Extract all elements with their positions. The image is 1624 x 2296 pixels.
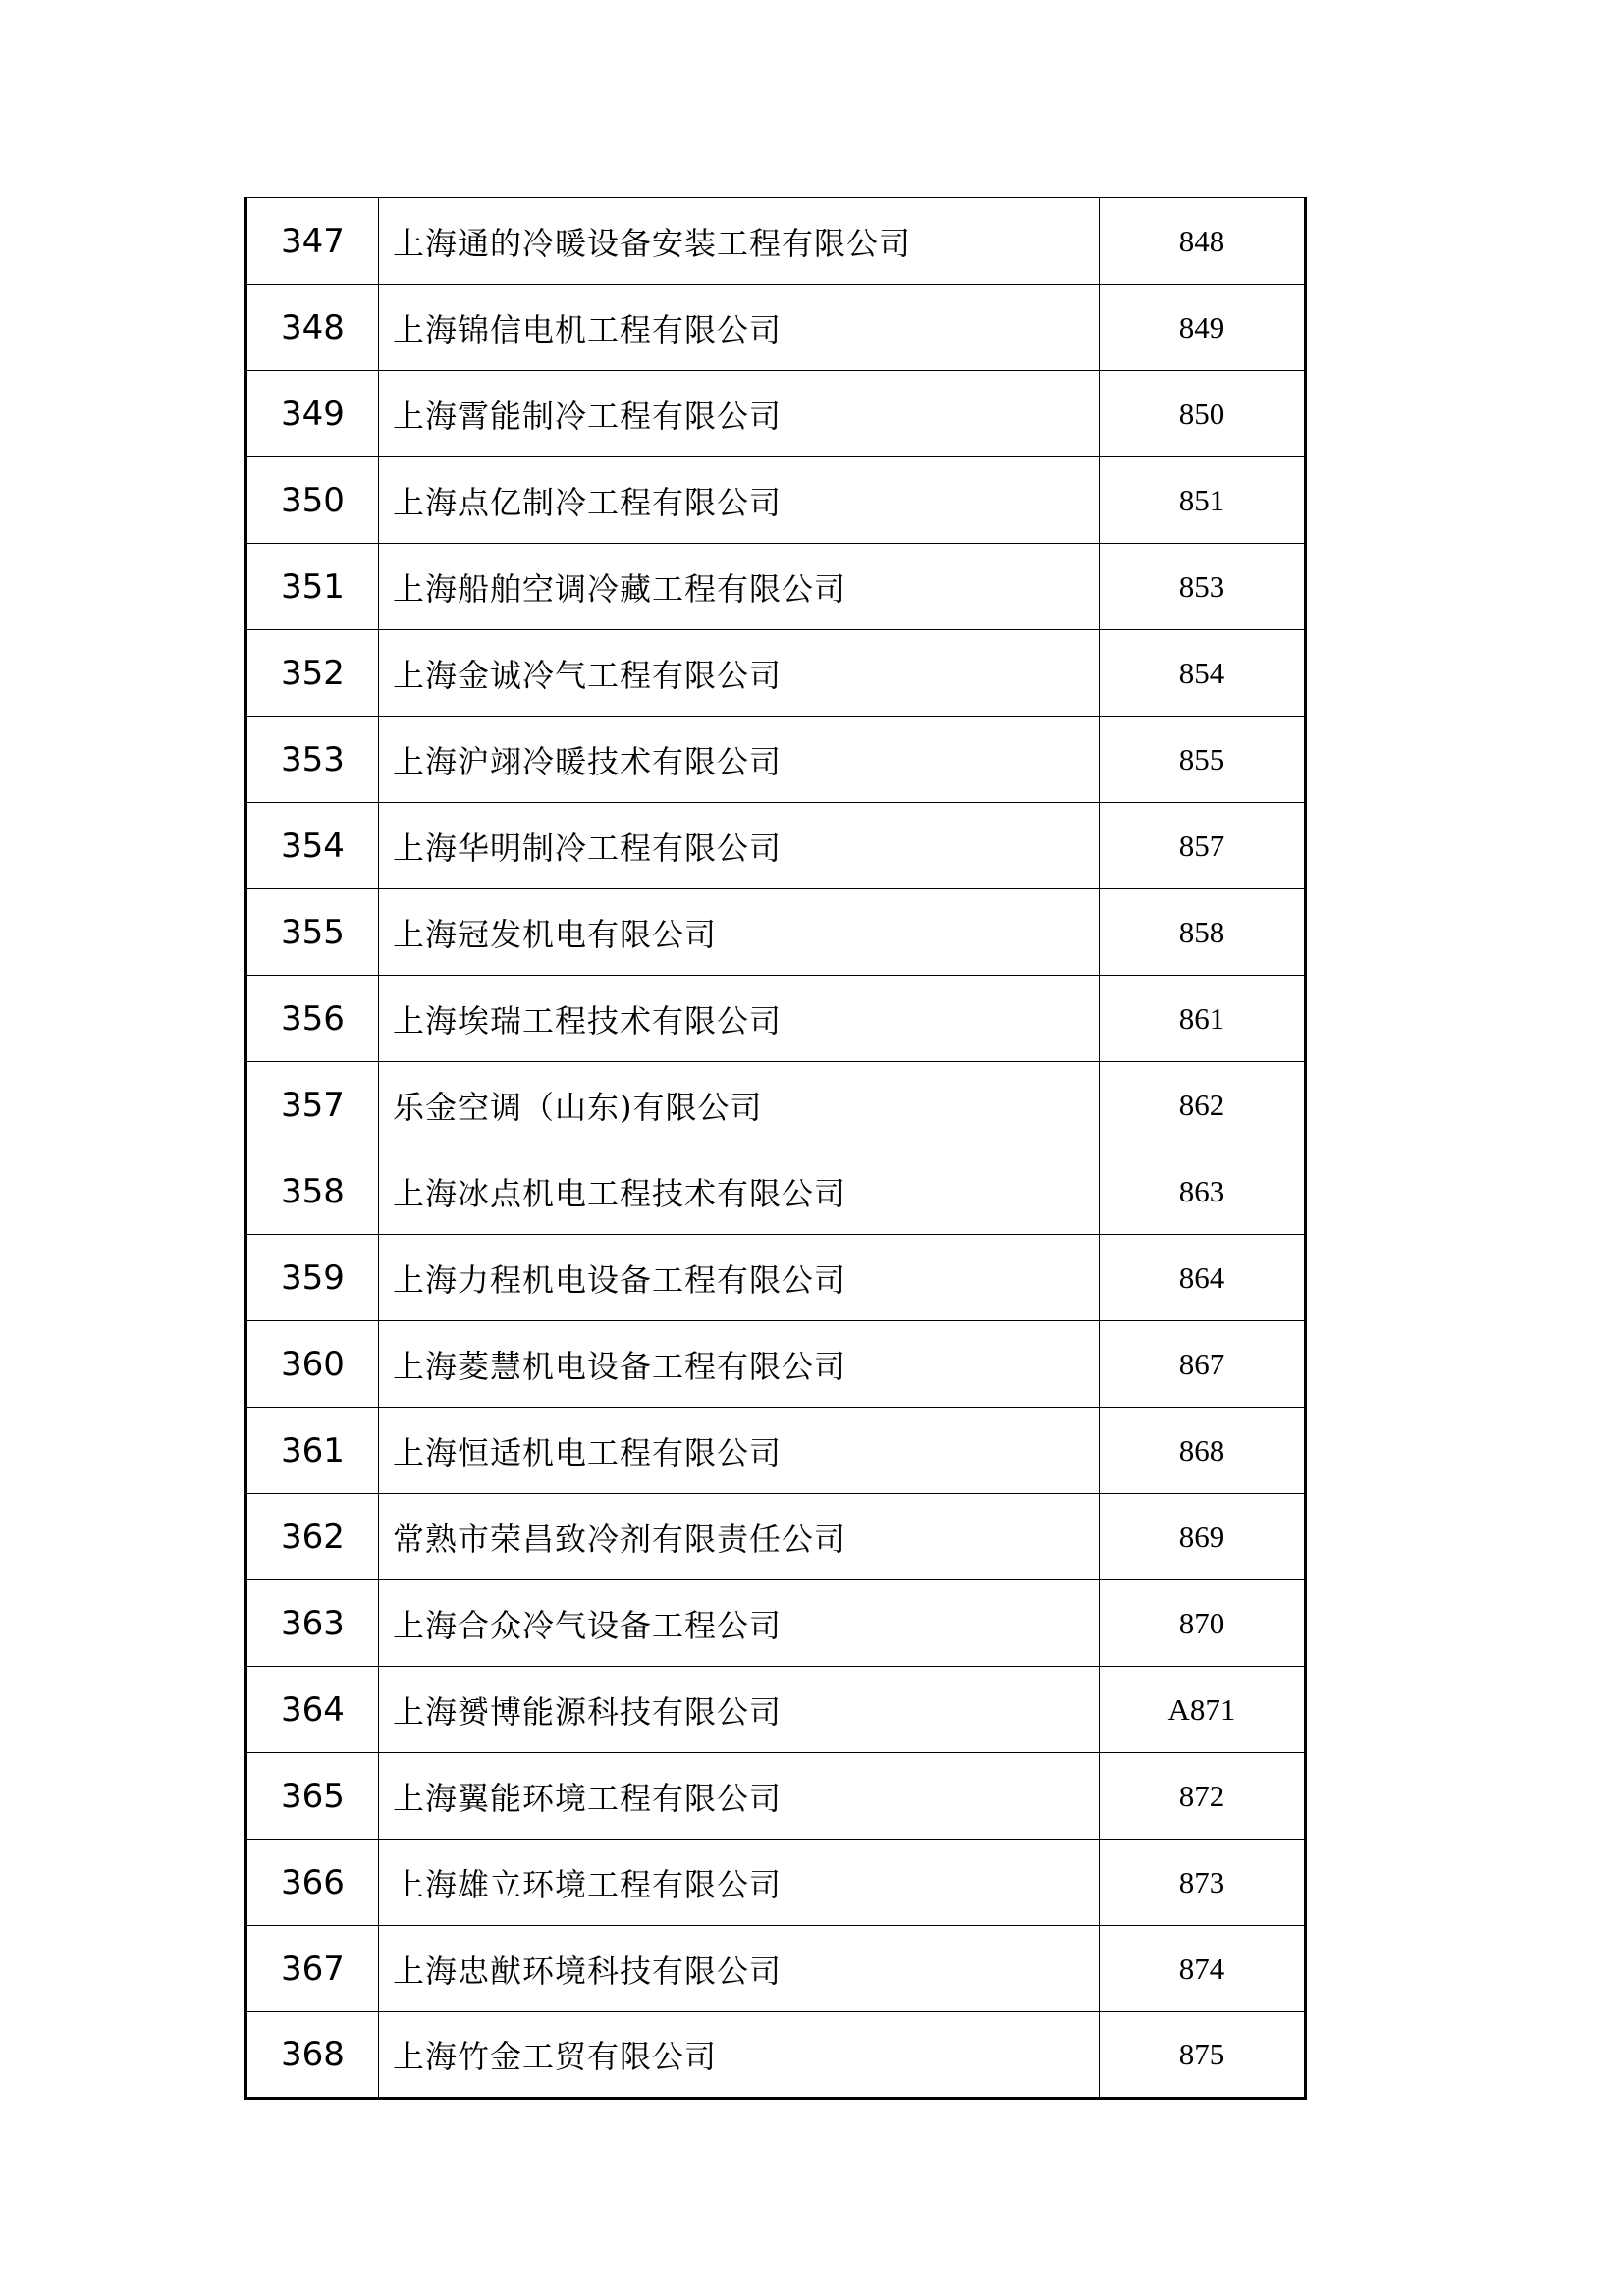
row-number-cell: 360 — [246, 1321, 379, 1408]
row-number-cell: 347 — [246, 198, 379, 285]
table-row — [246, 1753, 1306, 1840]
table-row — [246, 1926, 1306, 2012]
company-name-cell: 上海霄能制冷工程有限公司 — [379, 371, 1100, 457]
company-name-cell: 上海菱慧机电设备工程有限公司 — [379, 1321, 1100, 1408]
row-number-cell: 366 — [246, 1840, 379, 1926]
company-name-cell: 上海赟博能源科技有限公司 — [379, 1667, 1100, 1753]
member-code-cell: 870 — [1100, 1580, 1306, 1667]
member-code-cell: 858 — [1100, 889, 1306, 976]
row-number-cell: 359 — [246, 1235, 379, 1321]
table-row — [246, 457, 1306, 544]
company-name-cell: 上海雄立环境工程有限公司 — [379, 1840, 1100, 1926]
member-code-cell: 868 — [1100, 1408, 1306, 1494]
table-row — [246, 1840, 1306, 1926]
company-name-cell: 上海恒适机电工程有限公司 — [379, 1408, 1100, 1494]
table-row — [246, 1321, 1306, 1408]
company-name-cell: 上海沪翊冷暖技术有限公司 — [379, 717, 1100, 803]
company-name-cell: 上海冠发机电有限公司 — [379, 889, 1100, 976]
company-name-cell: 上海通的冷暖设备安装工程有限公司 — [379, 198, 1100, 285]
member-code-cell: 869 — [1100, 1494, 1306, 1580]
row-number-cell: 352 — [246, 630, 379, 717]
row-number-cell: 349 — [246, 371, 379, 457]
row-number-cell: 367 — [246, 1926, 379, 2012]
table-row — [246, 285, 1306, 371]
row-number-cell: 363 — [246, 1580, 379, 1667]
member-code-cell: 855 — [1100, 717, 1306, 803]
company-name-cell: 上海锦信电机工程有限公司 — [379, 285, 1100, 371]
row-number-cell: 358 — [246, 1148, 379, 1235]
table-row — [246, 803, 1306, 889]
company-name-cell: 上海竹金工贸有限公司 — [379, 2012, 1100, 2099]
company-name-cell: 上海忠猷环境科技有限公司 — [379, 1926, 1100, 2012]
member-code-cell: 853 — [1100, 544, 1306, 630]
table-row — [246, 889, 1306, 976]
row-number-cell: 351 — [246, 544, 379, 630]
company-name-cell: 上海船舶空调冷藏工程有限公司 — [379, 544, 1100, 630]
table-row — [246, 1148, 1306, 1235]
company-name-cell: 上海合众冷气设备工程公司 — [379, 1580, 1100, 1667]
company-name-cell: 常熟市荣昌致冷剂有限责任公司 — [379, 1494, 1100, 1580]
member-code-cell: 862 — [1100, 1062, 1306, 1148]
row-number-cell: 368 — [246, 2012, 379, 2099]
table-row — [246, 1667, 1306, 1753]
member-code-cell: 863 — [1100, 1148, 1306, 1235]
member-table — [244, 197, 1307, 2100]
table-row — [246, 630, 1306, 717]
member-code-cell: 861 — [1100, 976, 1306, 1062]
table-row — [246, 198, 1306, 285]
table-row — [246, 1062, 1306, 1148]
row-number-cell: 353 — [246, 717, 379, 803]
member-code-cell: 854 — [1100, 630, 1306, 717]
table-row — [246, 976, 1306, 1062]
member-code-cell: 874 — [1100, 1926, 1306, 2012]
company-name-cell: 上海金诚冷气工程有限公司 — [379, 630, 1100, 717]
member-code-cell: 867 — [1100, 1321, 1306, 1408]
member-code-cell: 864 — [1100, 1235, 1306, 1321]
row-number-cell: 364 — [246, 1667, 379, 1753]
member-code-cell: 848 — [1100, 198, 1306, 285]
member-code-cell: 872 — [1100, 1753, 1306, 1840]
table-row — [246, 2012, 1306, 2099]
member-code-cell: 873 — [1100, 1840, 1306, 1926]
company-name-cell: 上海华明制冷工程有限公司 — [379, 803, 1100, 889]
row-number-cell: 365 — [246, 1753, 379, 1840]
member-code-cell: 851 — [1100, 457, 1306, 544]
member-code-cell: 875 — [1100, 2012, 1306, 2099]
row-number-cell: 350 — [246, 457, 379, 544]
row-number-cell: 355 — [246, 889, 379, 976]
company-name-cell: 上海冰点机电工程技术有限公司 — [379, 1148, 1100, 1235]
row-number-cell: 354 — [246, 803, 379, 889]
table-row — [246, 544, 1306, 630]
row-number-cell: 361 — [246, 1408, 379, 1494]
table-row — [246, 371, 1306, 457]
company-name-cell: 上海翼能环境工程有限公司 — [379, 1753, 1100, 1840]
member-code-cell: A871 — [1100, 1667, 1306, 1753]
table-row — [246, 1408, 1306, 1494]
row-number-cell: 348 — [246, 285, 379, 371]
company-name-cell: 乐金空调（山东)有限公司 — [379, 1062, 1100, 1148]
table-row — [246, 1235, 1306, 1321]
row-number-cell: 356 — [246, 976, 379, 1062]
table-body — [246, 198, 1306, 2099]
row-number-cell: 357 — [246, 1062, 379, 1148]
member-code-cell: 857 — [1100, 803, 1306, 889]
table-row — [246, 1494, 1306, 1580]
member-code-cell: 850 — [1100, 371, 1306, 457]
table-row — [246, 1580, 1306, 1667]
table-row — [246, 717, 1306, 803]
member-code-cell: 849 — [1100, 285, 1306, 371]
company-name-cell: 上海点亿制冷工程有限公司 — [379, 457, 1100, 544]
row-number-cell: 362 — [246, 1494, 379, 1580]
company-name-cell: 上海埃瑞工程技术有限公司 — [379, 976, 1100, 1062]
company-name-cell: 上海力程机电设备工程有限公司 — [379, 1235, 1100, 1321]
